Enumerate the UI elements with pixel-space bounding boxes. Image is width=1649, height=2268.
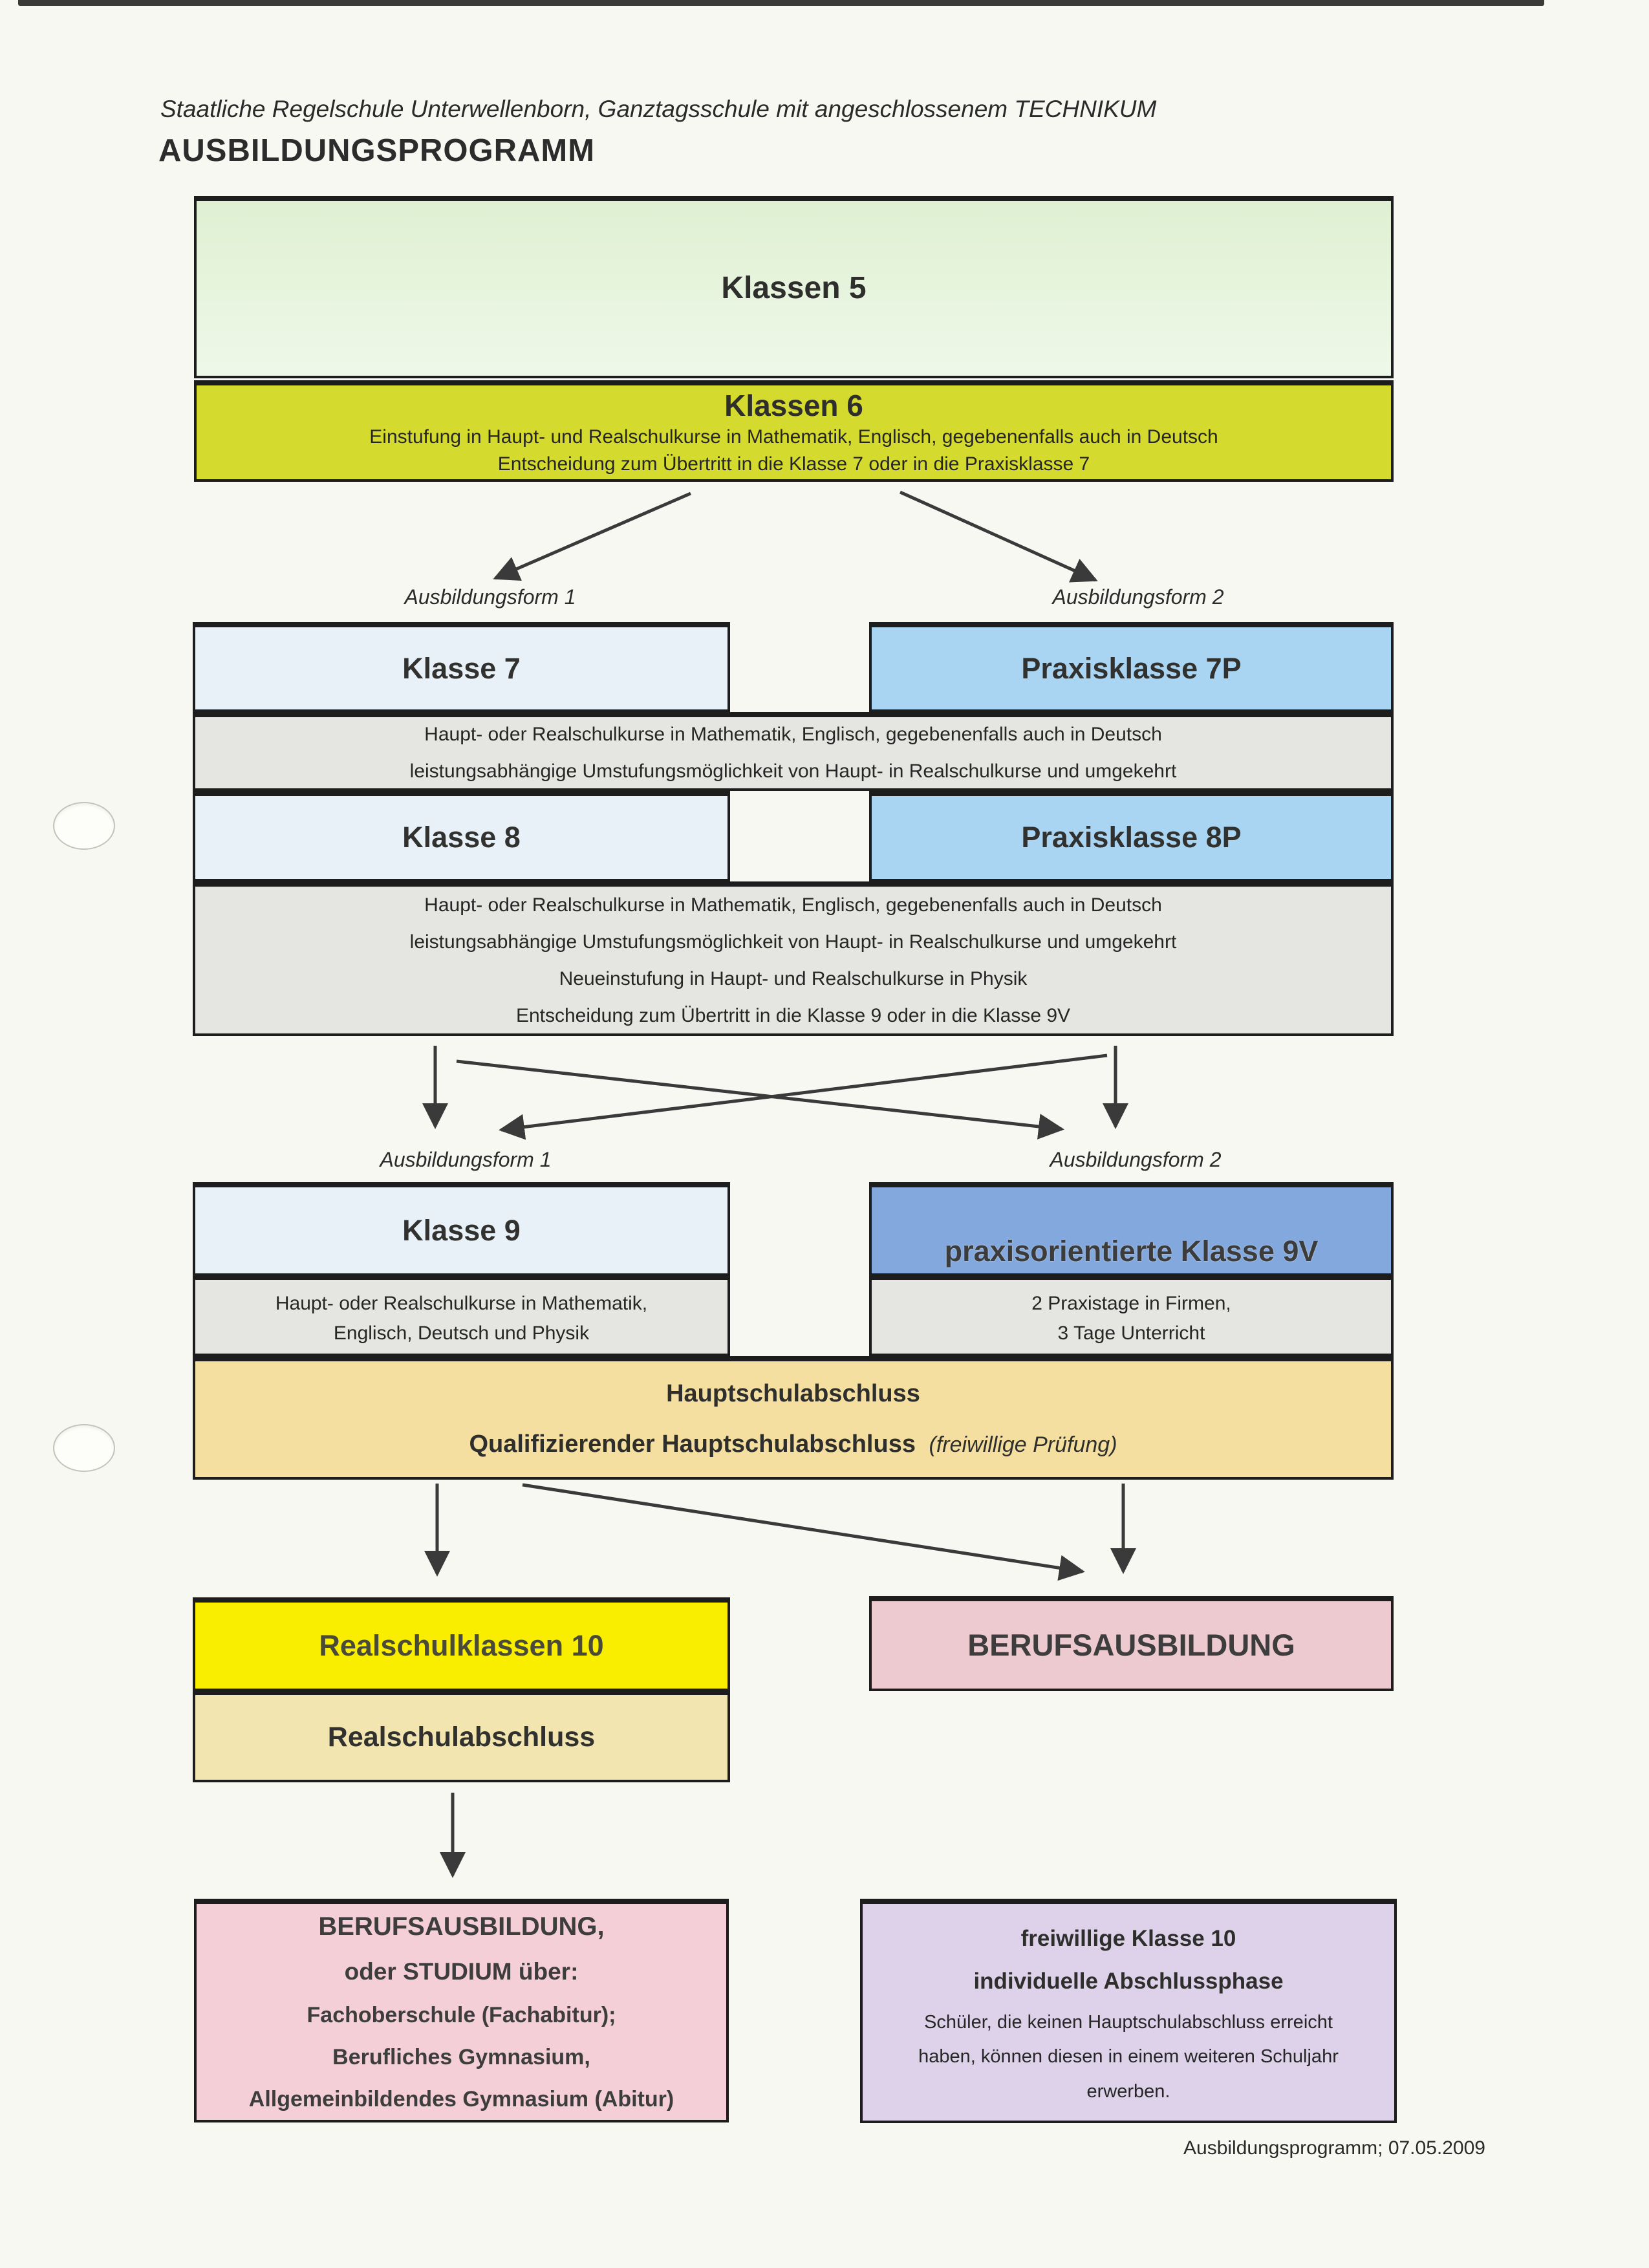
hole-punch-mark: [53, 802, 115, 850]
box-realschulabschluss: [193, 1691, 730, 1782]
label-ausbildungsform-2: Ausbildungsform 2: [1050, 1148, 1222, 1171]
box-klasse-9-title: Klasse 9: [402, 1213, 521, 1247]
subbox-line: Englisch, Deutsch und Physik: [333, 1322, 590, 1344]
box-realschulabschluss-title: Realschulabschluss: [327, 1721, 596, 1753]
strip-line: Neueinstufung in Haupt- und Realschulkurse in Physik: [559, 967, 1028, 989]
strip-line: leistungsabhängige Umstufungsmöglichkeit von Haupt- in Realschulkurse und umgekehrt: [409, 761, 1177, 782]
box-klasse-9v-title: praxisorientierte Klasse 9V: [944, 1234, 1319, 1268]
box-klasse-8: [193, 791, 730, 881]
box-klassen-6: [194, 380, 1394, 482]
strip-line: leistungsabhängige Umstufungsmöglichkeit von Haupt- in Realschulkurse und umgekehrt: [409, 931, 1177, 953]
box-klassen-6-line: Einstufung in Haupt- und Realschulkurse in Mathematik, Englisch, gegebenenfalls auch in Deutsch: [369, 426, 1218, 448]
hauptschulabschluss-line: Hauptschulabschluss: [666, 1379, 920, 1407]
strip-kurse-8-9: [193, 881, 1394, 1036]
footer-note: Ausbildungsprogramm; 07.05.2009: [1183, 2137, 1485, 2159]
bottom-right-title: freiwillige Klasse 10: [1020, 1926, 1236, 1951]
box-berufsausbildung-title: BERUFSAUSBILDUNG: [967, 1627, 1295, 1662]
box-klasse-8-title: Klasse 8: [402, 821, 521, 854]
bottom-right-title: individuelle Abschlussphase: [973, 1969, 1284, 1994]
box-klassen-5: [194, 196, 1394, 378]
box-freiwillige-klasse-10: [860, 1899, 1397, 2123]
strip-kurse-7-8: [193, 712, 1394, 791]
box-hauptschulabschluss: [193, 1356, 1394, 1480]
subbox-line: 2 Praxistage in Firmen,: [1031, 1292, 1231, 1314]
bottom-left-line: Fachoberschule (Fachabitur);: [307, 2002, 616, 2027]
page-title: AUSBILDUNGSPROGRAMM: [158, 133, 596, 168]
scanner-edge-artifact: [18, 0, 1544, 6]
arrow-strip89-cross-left: [501, 1055, 1107, 1130]
box-klassen-5-title: Klassen 5: [721, 270, 867, 305]
strip-line: Entscheidung zum Übertritt in die Klasse 9 oder in die Klasse 9V: [515, 1004, 1071, 1026]
box-berufsausbildung-studium: [194, 1899, 729, 2122]
label-ausbildungsform-1: Ausbildungsform 1: [404, 585, 576, 609]
box-klassen-6-title: Klassen 6: [724, 389, 863, 422]
box-praxisklasse-8p: [869, 791, 1394, 881]
subbox-line: Haupt- oder Realschulkurse in Mathematik,: [275, 1292, 648, 1314]
bottom-left-line: oder STUDIUM über:: [344, 1958, 579, 1985]
subbox-line: 3 Tage Unterricht: [1057, 1322, 1205, 1344]
box-klassen-6-line: Entscheidung zum Übertritt in die Klasse 7 oder in die Praxisklasse 7: [497, 453, 1090, 475]
arrow-klassen6-to-form2: [900, 492, 1095, 580]
bottom-right-line: erwerben.: [1086, 2080, 1170, 2102]
qualifizierender-line: [469, 1431, 1117, 1459]
subbox-klasse-9-info: [193, 1276, 730, 1356]
bottom-right-line: haben, können diesen in einem weiteren Schuljahr: [918, 2046, 1339, 2068]
strip-line: Haupt- oder Realschulkurse in Mathematik, Englisch, gegebenenfalls auch in Deutsch: [424, 724, 1162, 745]
bottom-left-line: Allgemeinbildendes Gymnasium (Abitur): [248, 2086, 674, 2111]
school-name-line: Staatliche Regelschule Unterwellenborn, Ganztagsschule mit angeschlossenem TECHNIKUM: [160, 96, 1157, 122]
box-realschulklassen-10-title: Realschulklassen 10: [319, 1628, 604, 1662]
arrow-klassen6-to-form1: [495, 493, 691, 578]
subbox-klasse-9v-info: [869, 1276, 1394, 1356]
box-praxisklasse-8p-title: Praxisklasse 8P: [1021, 821, 1242, 854]
box-praxisklasse-7p-title: Praxisklasse 7P: [1021, 651, 1242, 685]
bottom-right-line: Schüler, die keinen Hauptschulabschluss erreicht: [924, 2011, 1333, 2033]
box-klasse-7: [193, 622, 730, 712]
arrow-abschluss-cross-right: [523, 1485, 1083, 1571]
freiwillige-pruefung-note: (freiwillige Prüfung): [929, 1432, 1117, 1457]
label-ausbildungsform-1: Ausbildungsform 1: [380, 1148, 552, 1171]
arrow-strip89-cross-right: [457, 1061, 1062, 1129]
box-klasse-9v: [869, 1182, 1394, 1276]
box-berufsausbildung: [869, 1596, 1394, 1691]
box-praxisklasse-7p: [869, 622, 1394, 712]
bottom-left-line: BERUFSAUSBILDUNG,: [318, 1912, 605, 1941]
box-klasse-7-title: Klasse 7: [402, 651, 521, 685]
strip-line: Haupt- oder Realschulkurse in Mathematik, Englisch, gegebenenfalls auch in Deutsch: [424, 894, 1162, 916]
hole-punch-mark: [53, 1424, 115, 1472]
box-realschulklassen-10: [193, 1597, 730, 1691]
label-ausbildungsform-2: Ausbildungsform 2: [1052, 585, 1224, 609]
box-klasse-9: [193, 1182, 730, 1276]
qualifizierender-text: Qualifizierender Hauptschulabschluss: [469, 1430, 916, 1458]
bottom-left-line: Berufliches Gymnasium,: [332, 2044, 590, 2069]
